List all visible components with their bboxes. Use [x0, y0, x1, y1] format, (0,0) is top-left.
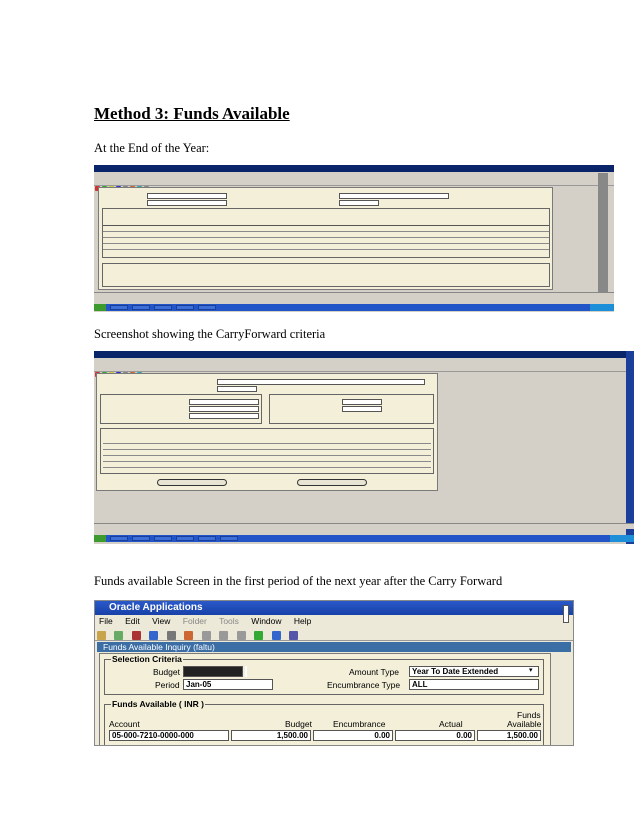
funds-available-title: Funds Available ( INR )	[112, 699, 204, 709]
menu-file[interactable]: File	[99, 616, 113, 626]
encumbrance-type-field[interactable]: ALL	[409, 679, 539, 690]
paragraph-carry-forward: Screenshot showing the CarryForward criteria	[94, 327, 326, 341]
budget-from-field[interactable]	[189, 399, 259, 405]
carry-forward-rule-field[interactable]	[217, 379, 425, 385]
toolbar	[94, 364, 634, 372]
row-encumbrance[interactable]: 0.00	[313, 730, 393, 741]
help-icon[interactable]	[289, 631, 298, 640]
chevron-down-icon[interactable]: ▾	[529, 667, 533, 674]
paste-icon[interactable]	[237, 631, 246, 640]
open-icon[interactable]	[97, 631, 106, 640]
zoom-icon[interactable]	[149, 631, 158, 640]
window-title: Oracle Applications	[109, 602, 203, 613]
carry-forward-form	[96, 373, 438, 491]
screenshot-funds-available	[94, 600, 574, 746]
form-title-bar	[97, 642, 571, 652]
encumbrance-type-field[interactable]	[339, 200, 379, 206]
paragraph-end-of-year: At the End of the Year:	[94, 141, 210, 155]
find-icon[interactable]	[184, 631, 193, 640]
col-actual: Actual	[439, 719, 463, 729]
selection-criteria-title: Selection Criteria	[112, 654, 182, 664]
budget-field[interactable]	[147, 193, 227, 199]
col-account: Account	[109, 719, 140, 729]
funds-available-form	[98, 187, 553, 290]
budget-field-redacted[interactable]	[183, 666, 243, 677]
period-field[interactable]: Jan-05	[183, 679, 273, 690]
amount-type-field[interactable]: Year To Date Extended	[409, 666, 539, 677]
attach-icon[interactable]	[272, 631, 281, 640]
col-funds-line2: Available	[507, 719, 542, 729]
save-icon[interactable]	[114, 631, 123, 640]
copy-icon[interactable]	[219, 631, 228, 640]
funds-available-group	[104, 699, 544, 746]
funds-available-group	[102, 208, 550, 258]
period-label: Period	[155, 680, 180, 690]
edit-icon[interactable]	[254, 631, 263, 640]
amount-type-field[interactable]	[339, 193, 449, 199]
carry-forward-button[interactable]	[297, 479, 367, 486]
toolbar	[94, 178, 614, 186]
budget-to-field[interactable]	[189, 406, 259, 412]
screenshot-end-of-year	[94, 165, 614, 312]
period-group	[269, 394, 434, 424]
menu-tools[interactable]: Tools	[219, 616, 239, 626]
encumbrance-type-label: Encumbrance Type	[327, 680, 401, 690]
budget-label: Budget	[153, 667, 180, 677]
period-to-field[interactable]	[342, 406, 382, 412]
menu-window[interactable]: Window	[251, 616, 282, 626]
amount-type-label: Amount Type	[349, 667, 399, 677]
cut-icon[interactable]	[202, 631, 211, 640]
taskbar	[94, 535, 634, 542]
menu-bar	[95, 615, 573, 627]
encumbrance-amounts-group	[102, 263, 550, 287]
window-title-bar	[95, 601, 573, 615]
row-actual[interactable]: 0.00	[395, 730, 475, 741]
menu-folder[interactable]: Folder	[182, 616, 207, 626]
toolbar	[95, 627, 573, 641]
screenshot-carry-forward	[94, 351, 634, 544]
funds-available-form	[99, 653, 551, 746]
col-funds-line1: Funds	[517, 710, 541, 720]
print-icon[interactable]	[167, 631, 176, 640]
window-title-bar	[94, 351, 634, 358]
page-heading: Method 3: Funds Available	[94, 104, 290, 123]
menu-edit[interactable]: Edit	[125, 616, 140, 626]
period-from-field[interactable]	[342, 399, 382, 405]
selection-criteria-group	[104, 654, 544, 695]
side-toolbar	[598, 173, 608, 293]
menu-view[interactable]: View	[152, 616, 171, 626]
period-field[interactable]	[147, 200, 227, 206]
form-title: Funds Available Inquiry (faltu)	[103, 642, 215, 652]
carry-forward-ranges-group	[100, 428, 434, 474]
budget-group	[100, 394, 262, 424]
menu-help[interactable]: Help	[293, 616, 312, 626]
status-bar	[94, 523, 634, 529]
row-funds-available[interactable]: 1,500.00	[477, 730, 541, 741]
side-toolbar	[626, 351, 634, 544]
paragraph-next-year: Funds available Screen in the first period of the next year after the Carry Forward	[94, 574, 503, 588]
review-button[interactable]	[157, 479, 227, 486]
navigate-icon[interactable]	[132, 631, 141, 640]
col-budget: Budget	[285, 719, 312, 729]
window-title-bar	[94, 165, 614, 172]
row-account[interactable]: 05-000-7210-0000-000	[109, 730, 229, 741]
status-bar	[94, 292, 614, 298]
taskbar	[94, 304, 614, 311]
organization-field[interactable]	[189, 413, 259, 419]
scroll-handle[interactable]	[563, 605, 569, 623]
col-encumbrance: Encumbrance	[333, 719, 386, 729]
encumbrance-type-field[interactable]	[217, 386, 257, 392]
row-budget[interactable]: 1,500.00	[231, 730, 311, 741]
